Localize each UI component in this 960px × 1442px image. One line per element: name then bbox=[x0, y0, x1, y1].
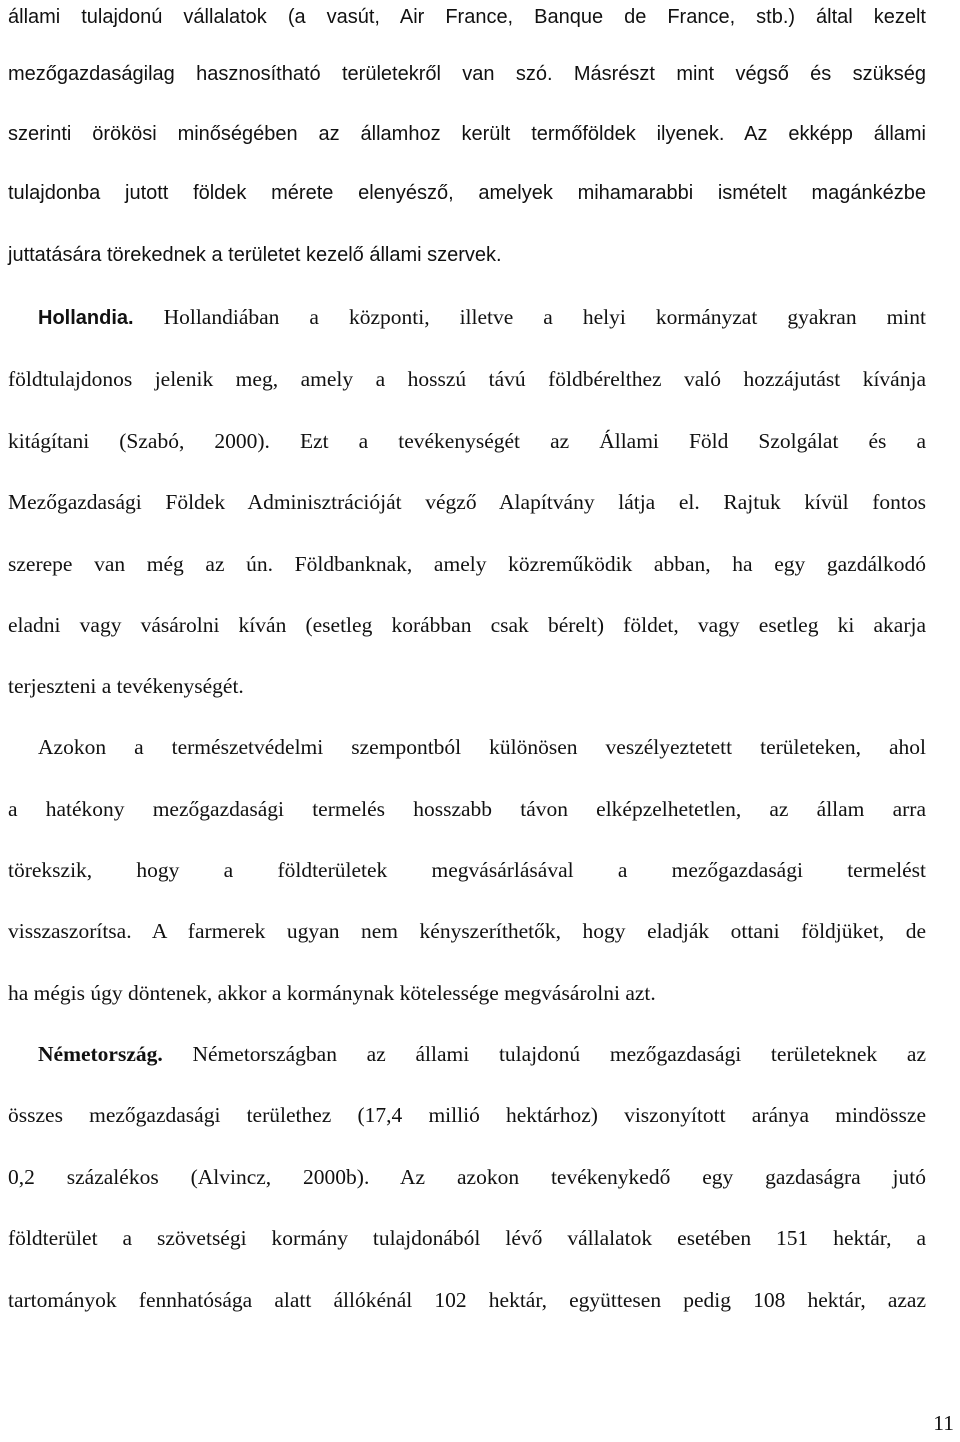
paragraph-line: földterület a szövetségi kormány tulajdonából lévő vállalatok esetében 151 hektár, a bbox=[8, 1226, 926, 1250]
paragraph-line: mezőgazdaságilag hasznosítható területekről van szó. Másrészt mint végső és szükség bbox=[8, 63, 926, 85]
paragraph-line: ha mégis úgy döntenek, akkor a kormánynak kötelessége megvásárolni azt. bbox=[8, 981, 656, 1005]
paragraph-text: Hollandiában a központi, illetve a helyi kormányzat gyakran mint bbox=[133, 305, 926, 329]
paragraph-line: tulajdonba jutott földek mérete elenyésző, amelyek mihamarabbi ismételt magánkézbe bbox=[8, 182, 926, 204]
paragraph-line: összes mezőgazdasági területhez (17,4 millió hektárhoz) viszonyított aránya mindössze bbox=[8, 1103, 926, 1127]
paragraph-line: törekszik, hogy a földterületek megvásárlásával a mezőgazdasági termelést bbox=[8, 858, 926, 882]
paragraph-line: Mezőgazdasági Földek Adminisztrációját végző Alapítvány látja el. Rajtuk kívül fontos bbox=[8, 490, 926, 514]
paragraph-line: a hatékony mezőgazdasági termelés hosszabb távon elképzelhetetlen, az állam arra bbox=[8, 797, 926, 821]
paragraph-line: visszaszorítsa. A farmerek ugyan nem kényszeríthetők, hogy eladják ottani földjüket, de bbox=[8, 919, 926, 943]
section-heading-hollandia: Hollandia. bbox=[38, 307, 134, 329]
paragraph-line bbox=[8, 300, 926, 334]
paragraph-line: Azokon a természetvédelmi szempontból különösen veszélyeztetett területeken, ahol bbox=[38, 735, 926, 759]
paragraph-line: kitágítani (Szabó, 2000). Ezt a tevékenységét az Állami Föld Szolgálat és a bbox=[8, 429, 926, 453]
section-heading-nemetorszag: Németország. bbox=[38, 1042, 163, 1066]
paragraph-line: tartományok fennhatósága alatt állókénál 102 hektár, együttesen pedig 108 hektár, azaz bbox=[8, 1288, 926, 1312]
paragraph-line: földtulajdonos jelenik meg, amely a hosszú távú földbérelthez való hozzájutást kívánja bbox=[8, 367, 926, 391]
paragraph-text: Németországban az állami tulajdonú mezőgazdasági területeknek az bbox=[162, 1042, 926, 1066]
paragraph-line: szerinti örökösi minőségében az államhoz került termőföldek ilyenek. Az ekképp állami bbox=[8, 123, 926, 145]
paragraph-line: szerepe van még az ún. Földbanknak, amely közreműködik abban, ha egy gazdálkodó bbox=[8, 552, 926, 576]
paragraph-line: eladni vagy vásárolni kíván (esetleg korábban csak bérelt) földet, vagy esetleg ki akarja bbox=[8, 613, 926, 637]
paragraph-line: 0,2 százalékos (Alvincz, 2000b). Az azokon tevékenykedő egy gazdaságra jutó bbox=[8, 1165, 926, 1189]
page-number: 11 bbox=[933, 1411, 954, 1435]
paragraph-line bbox=[8, 1037, 926, 1071]
paragraph-line: terjeszteni a tevékenységét. bbox=[8, 674, 244, 698]
paragraph-line: juttatására törekednek a területet kezelő állami szervek. bbox=[8, 244, 502, 266]
paragraph-line: állami tulajdonú vállalatok (a vasút, Air France, Banque de France, stb.) által kezelt bbox=[8, 6, 926, 28]
